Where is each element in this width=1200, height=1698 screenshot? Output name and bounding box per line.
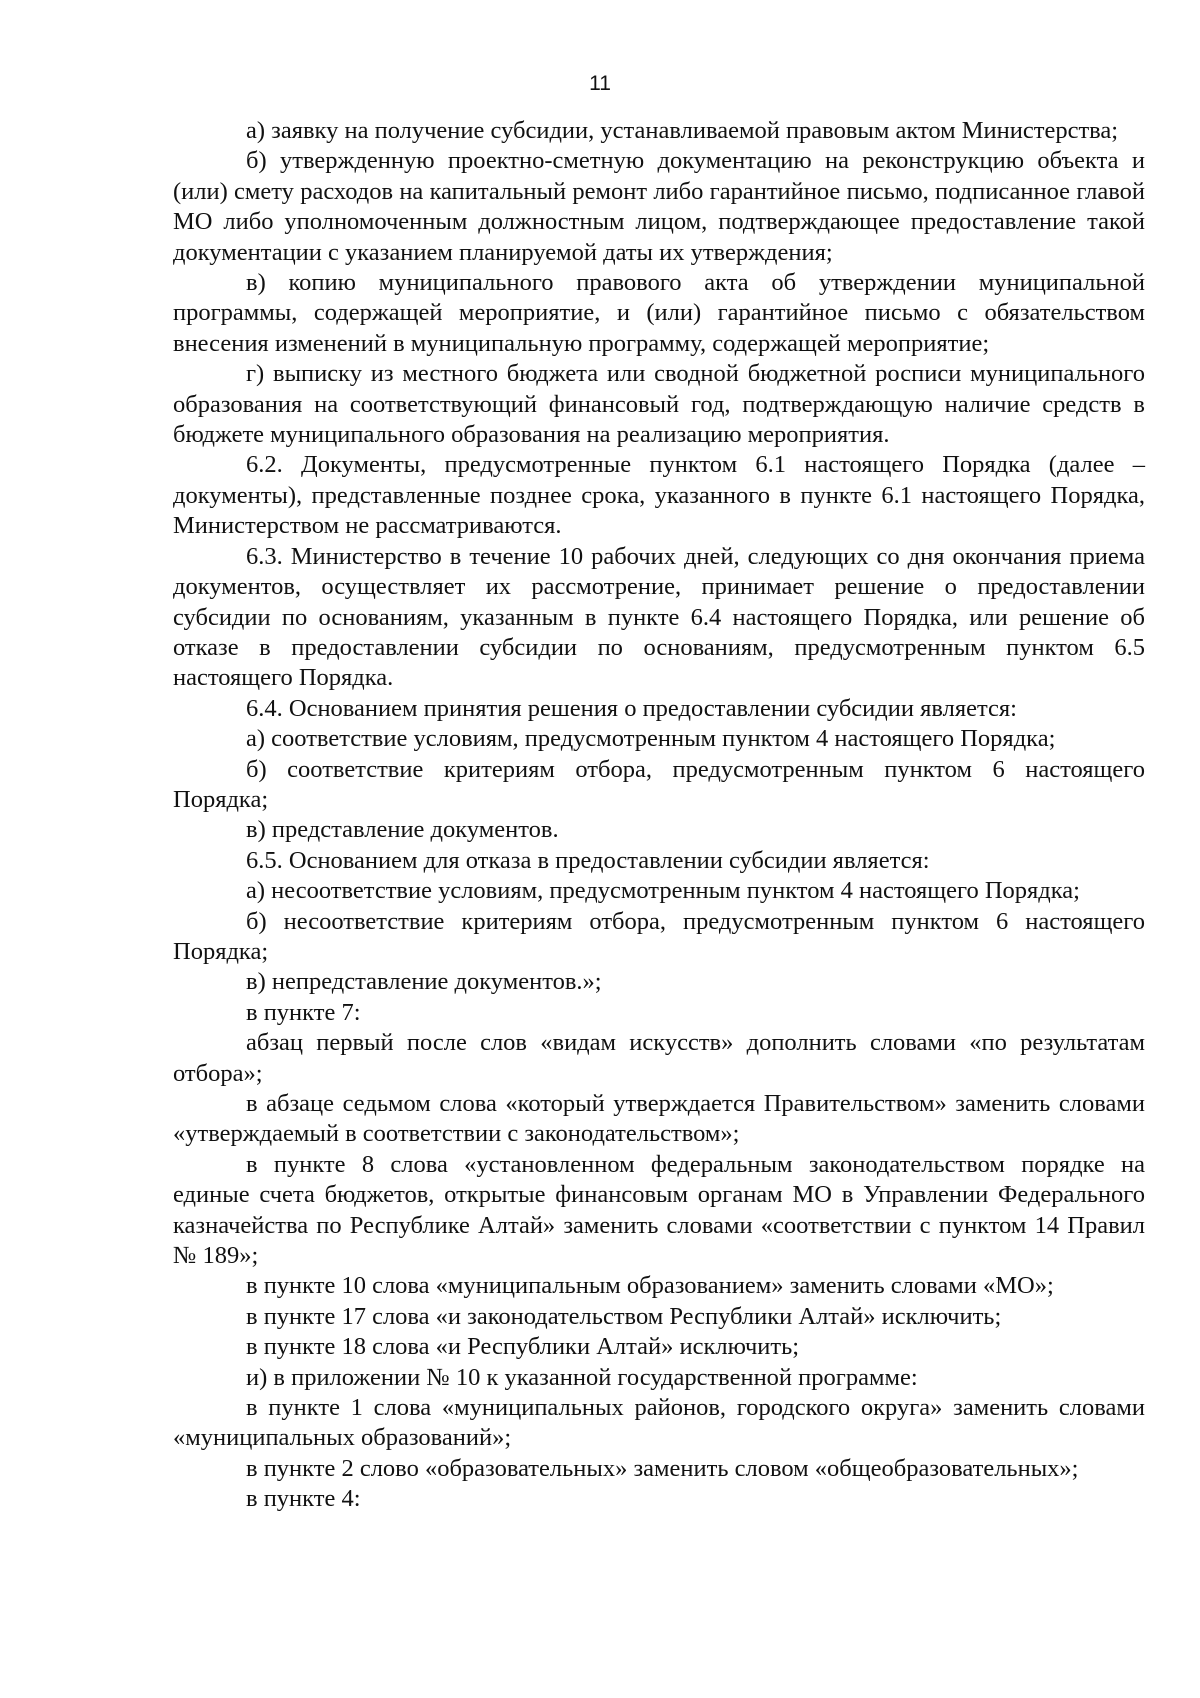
- document-body: [173, 116, 1145, 1515]
- paragraph: и) в приложении № 10 к указанной государственной программе:: [246, 1363, 918, 1391]
- paragraph: абзац первый после слов «видам искусств» дополнить словами «по результатам отбора»;: [173, 1029, 1145, 1087]
- paragraph: в пункте 10 слова «муниципальным образованием» заменить словами «МО»;: [246, 1272, 1054, 1300]
- paragraph: б) соответствие критериям отбора, предусмотренным пунктом 6 настоящего Порядка;: [173, 755, 1145, 813]
- paragraph: в пункте 18 слова «и Республики Алтай» исключить;: [246, 1333, 800, 1361]
- paragraph: а) несоответствие условиям, предусмотренным пунктом 4 настоящего Порядка;: [246, 877, 1080, 905]
- paragraph: в пункте 2 слово «образовательных» заменить словом «общеобразовательных»;: [246, 1454, 1079, 1482]
- page-number: 11: [589, 72, 611, 95]
- paragraph: в) представление документов.: [246, 816, 559, 844]
- paragraph: в) копию муниципального правового акта об утверждении муниципальной программы, содержащей мероприятие, и (или) гарантийное письмо с обязательством внесения изменений в муниципальную программу, содержащей мероприятие;: [173, 269, 1145, 357]
- paragraph: в абзаце седьмом слова «который утверждается Правительством» заменить словами «утверждаемый в соответствии с законодательством»;: [173, 1090, 1145, 1148]
- paragraph: в пункте 17 слова «и законодательством Республики Алтай» исключить;: [246, 1302, 1002, 1330]
- paragraph: г) выписку из местного бюджета или сводной бюджетной росписи муниципального образования на соответствующий финансовый год, подтверждающую наличие средств в бюджете муниципального образования на реализацию мероприятия.: [173, 360, 1145, 449]
- paragraph: 6.2. Документы, предусмотренные пунктом 6.1 настоящего Порядка (далее – документы), представленные позднее срока, указанного в пункте 6.1 настоящего Порядка, Министерством не рассматриваются.: [173, 451, 1145, 540]
- paragraph: а) заявку на получение субсидии, устанавливаемой правовым актом Министерства;: [246, 117, 1119, 144]
- paragraph: в) непредставление документов.»;: [246, 968, 602, 996]
- paragraph: а) соответствие условиям, предусмотренным пунктом 4 настоящего Порядка;: [246, 725, 1056, 753]
- paragraph: 6.4. Основанием принятия решения о предоставлении субсидии является:: [246, 694, 1017, 722]
- paragraph: 6.3. Министерство в течение 10 рабочих дней, следующих со дня окончания приема документов, осуществляет их рассмотрение, принимает решение о предоставлении субсидии по основаниям, указанным в пункте 6.4 настоящего Порядка, или решение об отказе в предоставлении субсидии по основаниям, предусмотренным пунктом 6.5 настоящего Порядка.: [173, 542, 1145, 692]
- paragraph: в пункте 8 слова «установленном федеральным законодательством порядке на единые счета бюджетов, открытые финансовым органам МО в Управлении Федерального казначейства по Республике Алтай» заменить словами «соответствии с пунктом 14 Правил № 189»;: [173, 1150, 1145, 1270]
- paragraph: 6.5. Основанием для отказа в предоставлении субсидии является:: [246, 846, 930, 874]
- paragraph: б) утвержденную проектно-сметную документацию на реконструкцию объекта и (или) смету расходов на капитальный ремонт либо гарантийное письмо, подписанное главой МО либо уполномоченным должностным лицом, подтверждающее предоставление такой документации с указанием планируемой даты их утверждения;: [173, 147, 1145, 266]
- paragraph: б) несоответствие критериям отбора, предусмотренным пунктом 6 настоящего Порядка;: [173, 907, 1145, 965]
- paragraph: в пункте 7:: [246, 998, 361, 1026]
- paragraph: в пункте 1 слова «муниципальных районов, городского округа» заменить словами «муниципальных образований»;: [173, 1394, 1145, 1452]
- paragraph: в пункте 4:: [246, 1485, 361, 1513]
